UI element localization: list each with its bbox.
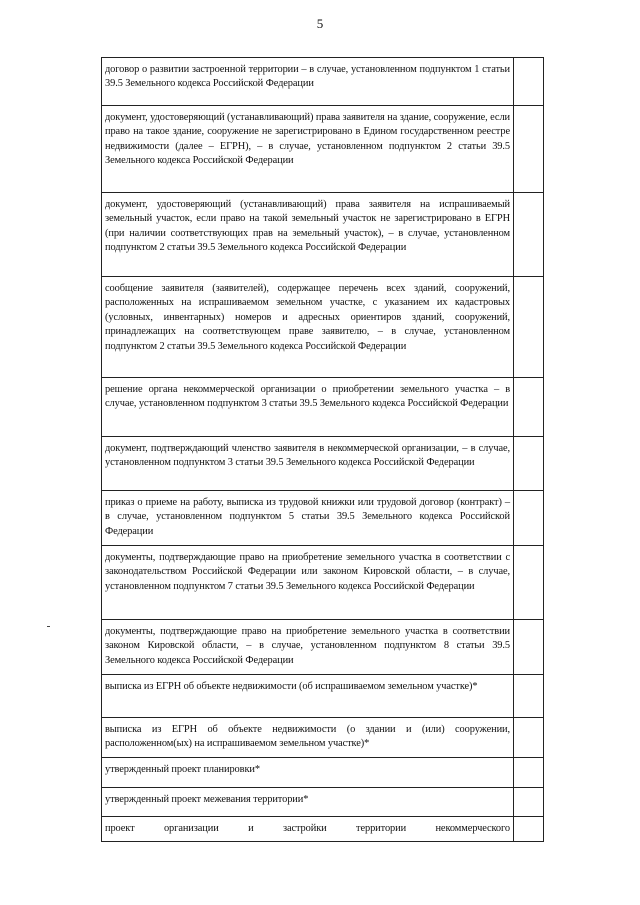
mark-cell [514,788,544,817]
table-row [102,106,544,193]
table-row [102,378,544,437]
table-row [102,817,544,842]
document-description-cell: документы, подтверждающие право на приобретение земельного участка в соответствии с законодательством Российской Федерации или законом Кировской области, – в случае, установленном подпунктом 7 статьи 39.5 Земельного кодекса Российской Федерации [102,546,514,620]
mark-cell [514,546,544,620]
table-row [102,620,544,675]
mark-cell [514,106,544,193]
document-description-cell: выписка из ЕГРН об объекте недвижимости (о здании и (или) сооружении, расположенном(ых) на испрашиваемом земельном участке)* [102,718,514,758]
table-row [102,546,544,620]
document-description-cell: сообщение заявителя (заявителей), содержащее перечень всех зданий, сооружений, расположенных на испрашиваемом земельном участке, с указанием их кадастровых (условных, инвентарных) номеров и адресных ориентиров зданий, сооружений, принадлежащих на соответствующем праве заявителю, – в случае, установленном подпунктом 2 статьи 39.5 Земельного кодекса Российской Федерации [102,277,514,378]
document-description-cell: документ, удостоверяющий (устанавливающий) права заявителя на испрашиваемый земельный участок, если право на такой земельный участок не зарегистрировано в ЕГРН (при наличии соответствующих прав на земельный участок), – в случае, установленном подпунктом 2 статьи 39.5 Земельного кодекса Российской Федерации [102,193,514,277]
table-row [102,718,544,758]
document-description-cell: проект организации и застройки территории некоммерческого [102,817,514,842]
document-description-cell: договор о развитии застроенной территории – в случае, установленном подпунктом 1 статьи 39.5 Земельного кодекса Российской Федерации [102,58,514,106]
mark-cell [514,675,544,718]
document-description-cell: выписка из ЕГРН об объекте недвижимости (об испрашиваемом земельном участке)* [102,675,514,718]
document-description-cell: решение органа некоммерческой организации о приобретении земельного участка – в случае, установленном подпунктом 3 статьи 39.5 Земельного кодекса Российской Федерации [102,378,514,437]
document-description-cell: утвержденный проект межевания территории* [102,788,514,817]
document-description-cell: документы, подтверждающие право на приобретение земельного участка в соответствии законом Кировской области, – в случае, установленном подпунктом 8 статьи 39.5 Земельного кодекса Российской Федерации [102,620,514,675]
mark-cell [514,620,544,675]
page-number: 5 [316,16,324,31]
document-description-cell: документ, подтверждающий членство заявителя в некоммерческой организации, – в случае, установленном подпунктом 3 статьи 39.5 Земельного кодекса Российской Федерации [102,437,514,491]
documents-table [101,57,544,842]
mark-cell [514,378,544,437]
mark-cell [514,758,544,788]
table-row [102,758,544,788]
document-description-cell: приказ о приеме на работу, выписка из трудовой книжки или трудовой договор (контракт) – в случае, установленном подпунктом 5 статьи 39.5 Земельного кодекса Российской Федерации [102,491,514,546]
table-row [102,675,544,718]
margin-mark [47,626,50,627]
document-description-cell: утвержденный проект планировки* [102,758,514,788]
mark-cell [514,58,544,106]
table-row [102,788,544,817]
mark-cell [514,718,544,758]
table-row [102,193,544,277]
table-row [102,277,544,378]
mark-cell [514,491,544,546]
table-row [102,491,544,546]
mark-cell [514,817,544,842]
table-row [102,58,544,106]
documents-table-body [102,58,544,842]
mark-cell [514,277,544,378]
mark-cell [514,437,544,491]
document-description-cell: документ, удостоверяющий (устанавливающий) права заявителя на здание, сооружение, если право на такое здание, сооружение не зарегистрировано в Едином государственном реестре недвижимости (далее – ЕГРН), – в случае, установленном подпунктом 2 статьи 39.5 Земельного кодекса Российской Федерации [102,106,514,193]
table-row [102,437,544,491]
mark-cell [514,193,544,277]
